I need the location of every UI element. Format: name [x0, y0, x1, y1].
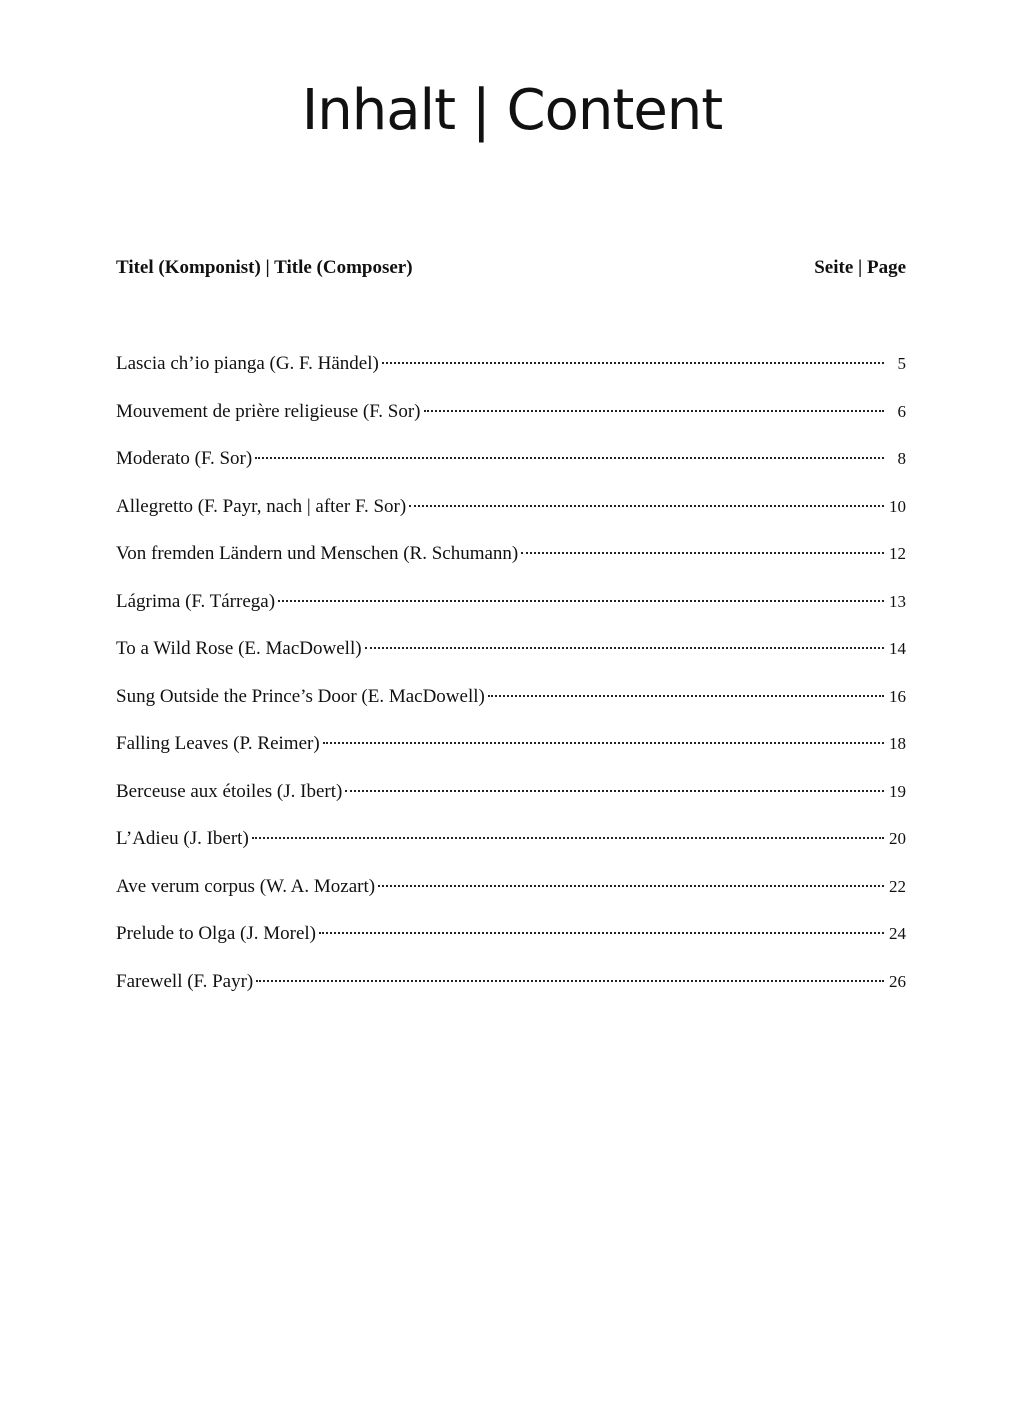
dot-leader [365, 647, 884, 649]
toc-entry-title: Lágrima (F. Tárrega) [116, 590, 276, 612]
toc-entry-title: Farewell (F. Payr) [116, 970, 254, 992]
toc-entry-page: 22 [889, 876, 906, 896]
toc-entry[interactable] [116, 350, 906, 398]
toc-entry-page: 26 [889, 971, 906, 991]
toc-entry-title: Berceuse aux étoiles (J. Ibert) [116, 780, 343, 802]
toc-entry-page: 18 [889, 734, 906, 753]
toc-entry-title: Prelude to Olga (J. Morel) [116, 923, 316, 944]
toc-entry-page: 5 [897, 354, 906, 373]
toc-entry-title: Falling Leaves (P. Reimer) [116, 733, 320, 754]
toc-entry-page: 13 [889, 591, 906, 611]
table-header [116, 254, 906, 282]
toc-entry-page: 8 [897, 449, 906, 468]
toc-entry-page: 14 [889, 639, 906, 658]
toc-entry[interactable] [116, 920, 906, 968]
toc-entry-page: 16 [889, 686, 906, 706]
dot-leader [255, 457, 884, 459]
toc-entry[interactable] [116, 445, 906, 493]
page-column-header: Seite | Page [814, 257, 906, 278]
toc-entry[interactable] [116, 873, 906, 921]
toc-entry[interactable] [116, 540, 906, 588]
toc-entry-title: Mouvement de prière religieuse (F. Sor) [116, 400, 421, 422]
dot-leader [345, 790, 884, 792]
toc-entry[interactable] [116, 588, 906, 636]
toc-entry[interactable] [116, 635, 906, 683]
dot-leader [252, 837, 884, 839]
toc-entry-title: L’Adieu (J. Ibert) [116, 828, 249, 849]
dot-leader [488, 695, 884, 697]
toc-entry[interactable] [116, 493, 906, 541]
dot-leader [521, 552, 884, 554]
toc-entry[interactable] [116, 968, 906, 1016]
dot-leader [378, 885, 884, 887]
toc-entry-title: Von fremden Ländern und Menschen (R. Schumann) [116, 543, 519, 564]
dot-leader [256, 980, 884, 982]
toc-entry-page: 20 [889, 829, 906, 848]
dot-leader [409, 505, 884, 507]
toc-entry-page: 24 [889, 924, 906, 943]
toc-entry-title: Ave verum corpus (W. A. Mozart) [116, 875, 376, 897]
toc-entry-page: 19 [889, 781, 906, 801]
toc-entry-title: Lascia ch’io pianga (G. F. Händel) [116, 353, 379, 374]
toc-entry-page: 12 [889, 544, 906, 563]
dot-leader [382, 362, 884, 364]
dot-leader [424, 410, 884, 412]
dot-leader [319, 932, 884, 934]
toc-entry-title: Moderato (F. Sor) [116, 448, 253, 469]
toc-entry-title: To a Wild Rose (E. MacDowell) [116, 638, 362, 659]
toc-entry[interactable] [116, 825, 906, 873]
toc-entry-page: 10 [889, 496, 906, 516]
toc-entry[interactable] [116, 778, 906, 826]
dot-leader [278, 600, 884, 602]
toc-entry-title: Allegretto (F. Payr, nach | after F. Sor) [116, 495, 407, 517]
title-column-header: Titel (Komponist) | Title (Composer) [116, 257, 413, 278]
dot-leader [323, 742, 884, 744]
toc-entry[interactable] [116, 683, 906, 731]
page-title: Inhalt | Content [301, 78, 723, 143]
toc-entry[interactable] [116, 730, 906, 778]
table-of-contents [116, 350, 906, 1015]
toc-entry-page: 6 [897, 401, 906, 421]
toc-entry[interactable] [116, 398, 906, 446]
toc-entry-title: Sung Outside the Prince’s Door (E. MacDowell) [116, 685, 485, 707]
